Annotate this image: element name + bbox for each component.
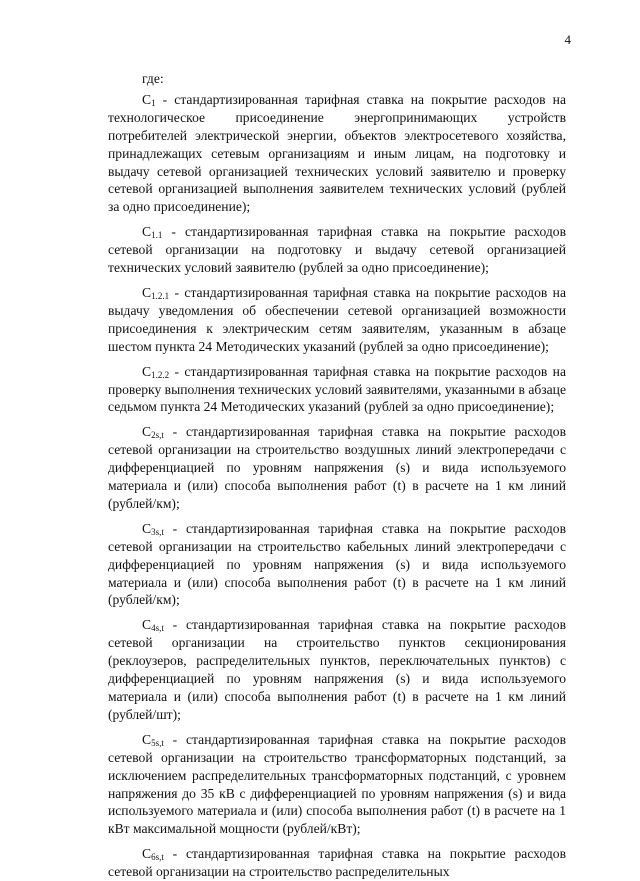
formula-symbol: $C_1$ [142, 91, 156, 108]
definition-text: - стандартизированная тарифная ставка на покрытие расходов сетевой организации на строительство трансформаторных подстанций, за исключением распределительных трансформаторных подстанций, с уровнем напряжения до 35 кВ с дифференциацией по уровням напряжения (s) и вида используемого материала и (или) способа выполнения работ (t) в расчете на 1 кВт максимальной мощности (рублей/кВт); [108, 731, 566, 837]
definition-c1-2-1 [108, 284, 566, 356]
definition-c3 [108, 520, 566, 610]
definition-text: - стандартизированная тарифная ставка на покрытие расходов на выдачу уведомления об обеспечении сетевой организацией возможности присоединения к электрическим сетям заявителям, указанным в абзаце шестом пункта 24 Методических указаний (рублей за одно присоединение); [108, 284, 566, 354]
definition-text: - стандартизированная тарифная ставка на покрытие расходов на технологическое присоединение энергопринимающих устройств потребителей электрической энергии, объектов электросетевого хозяйства, принадлежащих сетевым организациям и иным лицам, на подготовку и выдачу сетевой организацией технических условий заявителю и проверку сетевой организацией выполнения заявителем технических условий (рублей за одно присоединение); [108, 91, 566, 215]
formula-symbol: $C_{1.2.2}$ [142, 363, 170, 380]
definition-text: - стандартизированная тарифная ставка на покрытие расходов сетевой организации на строительство пунктов секционирования (реклоузеров, распределительных пунктов, переключательных пунктов) с дифференциацией по уровням напряжения (s) и вида используемого материала и (или) способа выполнения работ (t) в расчете на 1 км линий (рублей/шт); [108, 617, 566, 722]
formula-symbol: $C_{2s,t}$ [142, 424, 164, 441]
page-number: 4 [564, 32, 571, 47]
definition-c1-2-2 [108, 363, 566, 417]
formula-symbol: $C_{3s,t}$ [142, 520, 164, 537]
formula-symbol: $C_{6s,t}$ [142, 846, 164, 863]
definition-text: - стандартизированная тарифная ставка на покрытие расходов сетевой организации на подготовку и выдачу сетевой организацией технических условий заявителю (рублей за одно присоединение); [108, 224, 566, 276]
definition-c4 [108, 616, 566, 723]
document-body [108, 70, 566, 881]
formula-symbol: $C_{1.1}$ [142, 224, 163, 241]
intro-text: где: [142, 71, 164, 86]
definition-c5 [108, 731, 566, 838]
formula-symbol: $C_{1.2.1}$ [142, 284, 170, 301]
formula-symbol: $C_{5s,t}$ [142, 731, 164, 748]
definition-text: - стандартизированная тарифная ставка на покрытие расходов сетевой организации на строительство воздушных линий электропередачи с дифференциацией по уровням напряжения (s) и вида используемого материала и (или) способа выполнения работ (t) в расчете на 1 км линий (рублей/км); [108, 424, 566, 511]
definition-text: - стандартизированная тарифная ставка на покрытие расходов сетевой организации на строительство кабельных линий электропередачи с дифференциацией по уровням напряжения (s) и вида используемого материала и (или) способа выполнения работ (t) в расчете на 1 км линий (рублей/км); [108, 520, 566, 608]
definition-c2 [108, 423, 566, 513]
definition-c1 [108, 91, 566, 216]
definition-text: - стандартизированная тарифная ставка на покрытие расходов сетевой организации на строительство распределительных [108, 846, 566, 880]
definition-text: - стандартизированная тарифная ставка на покрытие расходов на проверку выполнения технических условий заявителями, указанными в абзаце седьмом пункта 24 Методических указаний (рублей за одно присоединение); [108, 363, 566, 415]
formula-symbol: $C_{4s,t}$ [142, 617, 164, 634]
definition-c6 [108, 845, 566, 881]
definition-c1-1 [108, 223, 566, 277]
